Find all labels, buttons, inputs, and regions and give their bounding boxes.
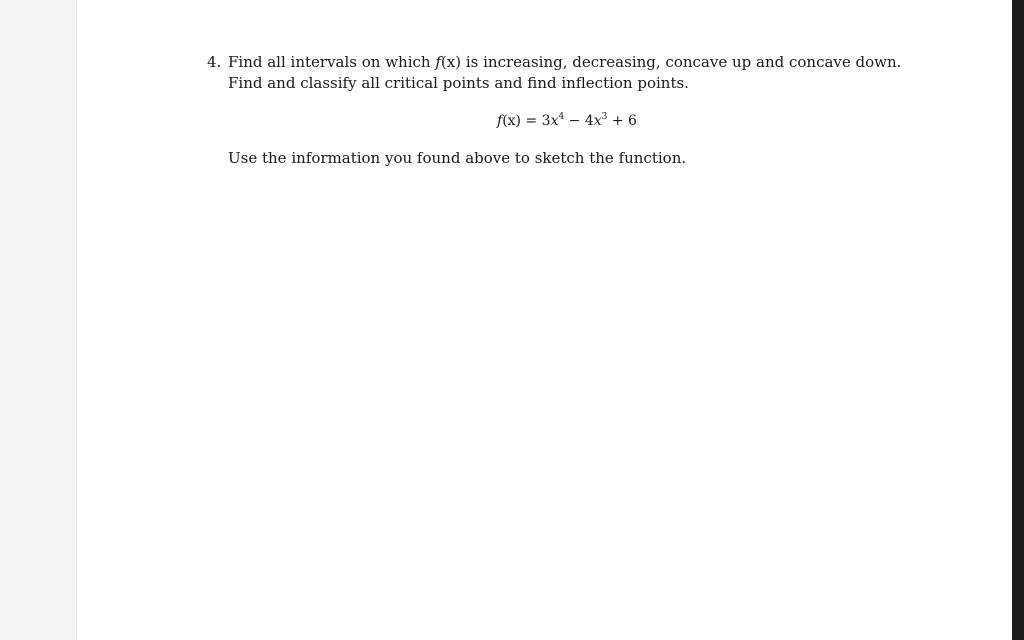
equation-exp2: 3 <box>601 112 608 122</box>
statement-text-start: Find all intervals on which <box>228 53 436 71</box>
equation-exp1: 4 <box>558 112 565 122</box>
equation-minus: − 4 <box>564 113 594 129</box>
equation-x2: x <box>593 113 602 129</box>
sketch-instruction: Use the information you found above to sketch the function. <box>228 149 687 167</box>
problem-statement <box>228 52 918 94</box>
scrollbar-track[interactable] <box>1012 0 1024 640</box>
equation-plus: + 6 <box>607 113 637 129</box>
function-argument: (x) <box>440 53 462 71</box>
equation-lhs-f: f <box>497 113 503 129</box>
document-page <box>76 0 1013 640</box>
statement-text-end: is increasing, decreasing, concave up and concave down. Find and classify all critical points and find inflection points. <box>228 53 902 92</box>
function-equation <box>497 111 637 132</box>
equation-equals: = 3 <box>521 113 551 129</box>
function-name: f <box>435 53 441 71</box>
equation-x1: x <box>550 113 559 129</box>
equation-lhs-arg: (x) <box>502 113 522 129</box>
problem-number: 4. <box>207 53 222 71</box>
